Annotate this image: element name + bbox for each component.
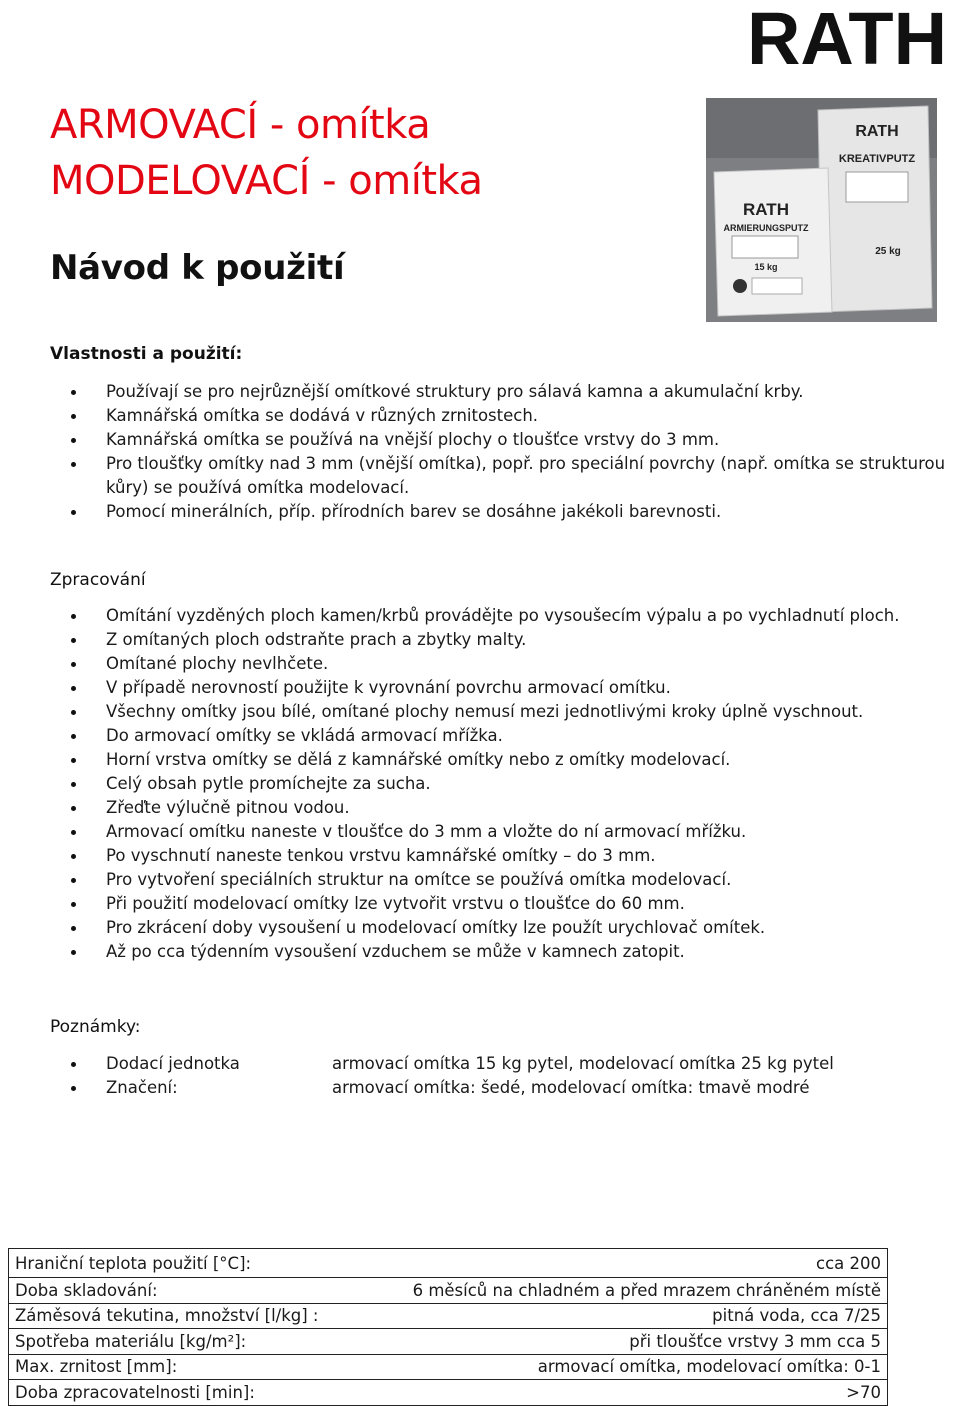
table-row [9,1303,888,1329]
processing-list [50,604,950,964]
title-line-2: MODELOVACÍ - omítka [50,158,483,204]
bag-back-product: KREATIVPUTZ [838,153,916,165]
list-item: Z omítaných ploch odstraňte prach a zbytky malty. [50,628,950,652]
note-item [50,1052,930,1076]
page-subtitle: Návod k použití [50,248,345,288]
list-item: Všechny omítky jsou bílé, omítané plochy nemusí mezi jednotlivými kroky úplně vyschnout. [50,700,950,724]
notes-heading: Poznámky: [50,1017,141,1037]
spec-label: Hraniční teplota použití [°C]: [9,1249,358,1278]
list-item: Do armovací omítky se vkládá armovací mřížka. [50,724,950,748]
note-value: armovací omítka: šedé, modelovací omítka: tmavě modré [332,1078,810,1097]
spec-label: Spotřeba materiálu [kg/m²]: [9,1329,358,1355]
bag-armierungsputz [714,168,832,316]
spec-label: Max. zrnitost [mm]: [9,1354,358,1380]
spec-value: při tloušťce vrstvy 3 mm cca 5 [357,1329,887,1355]
bag-front-product: ARMIERUNGSPUTZ [723,223,809,233]
bag-front-brand: RATH [743,200,789,219]
list-item: Celý obsah pytle promíchejte za sucha. [50,772,950,796]
spec-value: >70 [357,1380,887,1406]
spec-value: cca 200 [357,1249,887,1278]
list-item: Omítané plochy nevlhčete. [50,652,950,676]
list-item: V případě nerovností použijte k vyrovnání povrchu armovací omítku. [50,676,950,700]
list-item: Kamnářská omítka se používá na vnější plochy o tloušťce vrstvy do 3 mm. [50,428,950,452]
table-row [9,1329,888,1355]
table-row [9,1380,888,1406]
note-value: armovací omítka 15 kg pytel, modelovací omítka 25 kg pytel [332,1054,834,1073]
list-item: Pomocí minerálních, příp. přírodních barev se dosáhne jakékoli barevnosti. [50,500,950,524]
properties-list [50,380,950,524]
list-item: Horní vrstva omítky se dělá z kamnářské omítky nebo z omítky modelovací. [50,748,950,772]
list-item: Po vyschnutí naneste tenkou vrstvu kamnářské omítky – do 3 mm. [50,844,950,868]
list-item: Zřeďte výlučně pitnou vodou. [50,796,950,820]
spec-value: pitná voda, cca 7/25 [357,1303,887,1329]
spec-label: Doba skladování: [9,1278,358,1304]
list-item: Omítání vyzděných ploch kamen/krbů provádějte po vysoušecím výpalu a po vychladnutí ploch. [50,604,950,628]
bag-back-brand: RATH [855,123,899,140]
table-row [9,1278,888,1304]
list-item: Pro vytvoření speciálních struktur na omítce se používá omítka modelovací. [50,868,950,892]
list-item: Používají se pro nejrůznější omítkové struktury pro sálavá kamna a akumulační krby. [50,380,950,404]
list-item: Kamnářská omítka se dodává v různých zrnitostech. [50,404,950,428]
list-item: Až po cca týdenním vysoušení vzduchem se může v kamnech zatopit. [50,940,950,964]
list-item: Pro tloušťky omítky nad 3 mm (vnější omítka), popř. pro speciální povrchy (např. omítka se strukturou kůry) se používá omítka modelovací. [50,452,950,500]
spec-value: armovací omítka, modelovací omítka: 0-1 [357,1354,887,1380]
bag-back-weight: 25 kg [875,246,901,257]
logo-text: RATH [746,4,948,70]
bag-front-weight: 15 kg [754,262,778,272]
spec-label: Záměsová tekutina, množství [l/kg] : [9,1303,358,1329]
rath-logo [737,4,957,70]
note-label: Značení: [106,1078,178,1097]
table-row [9,1354,888,1380]
properties-heading: Vlastnosti a použití: [50,344,243,364]
spec-label: Doba zpracovatelnosti [min]: [9,1380,358,1406]
table-row [9,1249,888,1278]
list-item: Při použití modelovací omítky lze vytvořit vrstvu o tloušťce do 60 mm. [50,892,950,916]
notes-list [50,1052,930,1100]
list-item: Armovací omítku naneste v tloušťce do 3 mm a vložte do ní armovací mřížku. [50,820,950,844]
list-item: Pro zkrácení doby vysoušení u modelovací omítky lze použít urychlovač omítek. [50,916,950,940]
bag-kreativputz [818,106,932,312]
processing-heading: Zpracování [50,570,146,590]
product-bags-photo [706,98,937,322]
note-item [50,1076,930,1100]
specifications-table [8,1248,888,1406]
title-line-1: ARMOVACÍ - omítka [50,102,431,148]
note-label: Dodací jednotka [106,1054,240,1073]
spec-value: 6 měsíců na chladném a před mrazem chráněném místě [357,1278,887,1304]
